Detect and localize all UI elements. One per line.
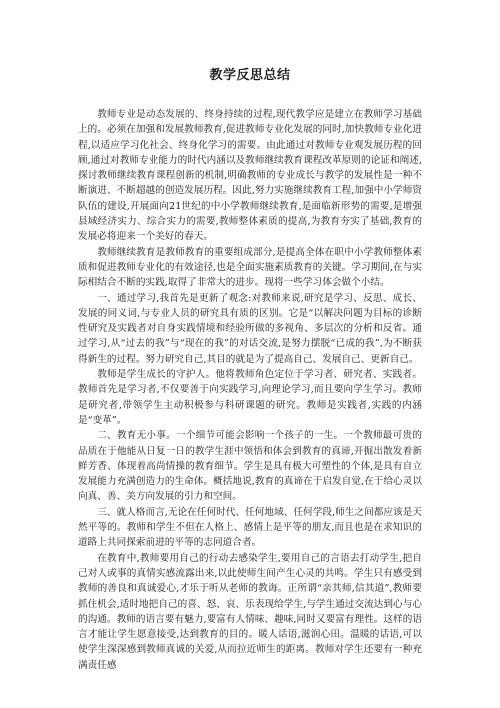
paragraph-6: 三、就人格而言,无论在任何时代、任何地域、任何学段,师生之间都应该是天然平等的。教师和学生不但在人格上、感情上是平等的朋友,而且也是在求知识的道路上共同探索前进的平等的志同道合者。 [78, 506, 422, 549]
paragraph-1: 教师专业是动态发展的、终身持续的过程,现代教学应是建立在教师学习基础上的。必须在加强和发展教师教育,促进教师专业化发展的同时,加快教师专业化进程,以适应学习化社会、终身化学习的需要。由此通过对教师专业观发展历程的回顾,通过对教师专业能力的时代内涵以及教师继续教育课程改革原则的论证和阐述,探讨教师继续教育课程创新的机制,明确教师的专业成长与教学的发展性是一种不断演进、不断超越的创造发展历程。因此,努力实施继续教育工程,加强中小学师资队伍的建设,开展面向21世纪的中小学教师继续教育,是面临新形势的需要,是增强县域经济实力、综合实力的需要,教师整体素质的提高,为教育夯实了基础,教育的发展必将迎来一个美好的春天。 [78, 109, 422, 243]
document-title: 教学反思总结 [209, 68, 291, 83]
document-body [78, 107, 422, 673]
paragraph-4: 教师是学生成长的守护人。他将教师角色定位于学习者、研究者、实践者。教师首先是学习者,不仅要善于向实践学习,向理论学习,而且要向学生学习。教师是研究者,带领学生主动积极参与科研课题的研究。教师是实践者,实践的内涵是“变革”。 [78, 369, 422, 426]
paragraph-2: 教师继续教育是教师教育的重要组成部分,是提高全体在职中小学教师整体素质和促进教师专业化的有效途径,也是全面实施素质教育的关键。学习期间,在与实际相结合不断的实践,取得了非常大的进步。现将一些学习体会做个小结。 [78, 246, 422, 289]
paragraph-7: 在教育中,教师要用自己的行动去感染学生,要用自己的言语去打动学生,把自己对人或事的真情实感流露出来,以此使师生间产生心灵的共鸣。学生只有感受到教师的善良和真诚爱心,才乐于听从老师的教诲。正所谓“亲其师,信其道”,教师要抓住机会,适时地把自己的喜、怒、哀、乐表现给学生,与学生通过交流达到心与心的沟通。教师的语言要有魅力,要富有人情味、趣味,同时又要富有理性。这样的语言才能让学生愿意接受,达到教育的目的。暖人话语,滋润心田。温暖的话语,可以使学生深深感到教师真诚的关爱,从而拉近师生的距离。教师对学生还要有一种充满责任感 [78, 552, 422, 671]
paragraph-5: 二、教育无小事。一个细节可能会影响一个孩子的一生。一个教师最可贵的品质在于他能从日复一日的教学生涯中领悟和体会到教育的真谛,开掘出散发着新鲜芳香、体现着高尚情操的教育细节。学生是具有极大可塑性的个体,是具有自立发展能力充满创造力的生命体。概括地说,教育的真谛在于启发自觉,在于给心灵以向真、善、美方向发展的引力和空间。 [78, 430, 422, 503]
paragraph-3: 一、通过学习,我首先是更新了观念:对教师来说,研究是学习、反思、成长、发展的同义词,与专业人员的研究具有质的区别。它是“以解决问题为目标的诊断性研究及实践者对自身实践情境和经验所做的多视角、多层次的分析和反省。通过学习,从“过去的我”与“现在的我”的对话交流,是努力摆脱“已成的我”,为不断获得新生的过程。努力研究自己,其目的就是为了提高自己、发展自己、更新自己。 [78, 292, 422, 365]
